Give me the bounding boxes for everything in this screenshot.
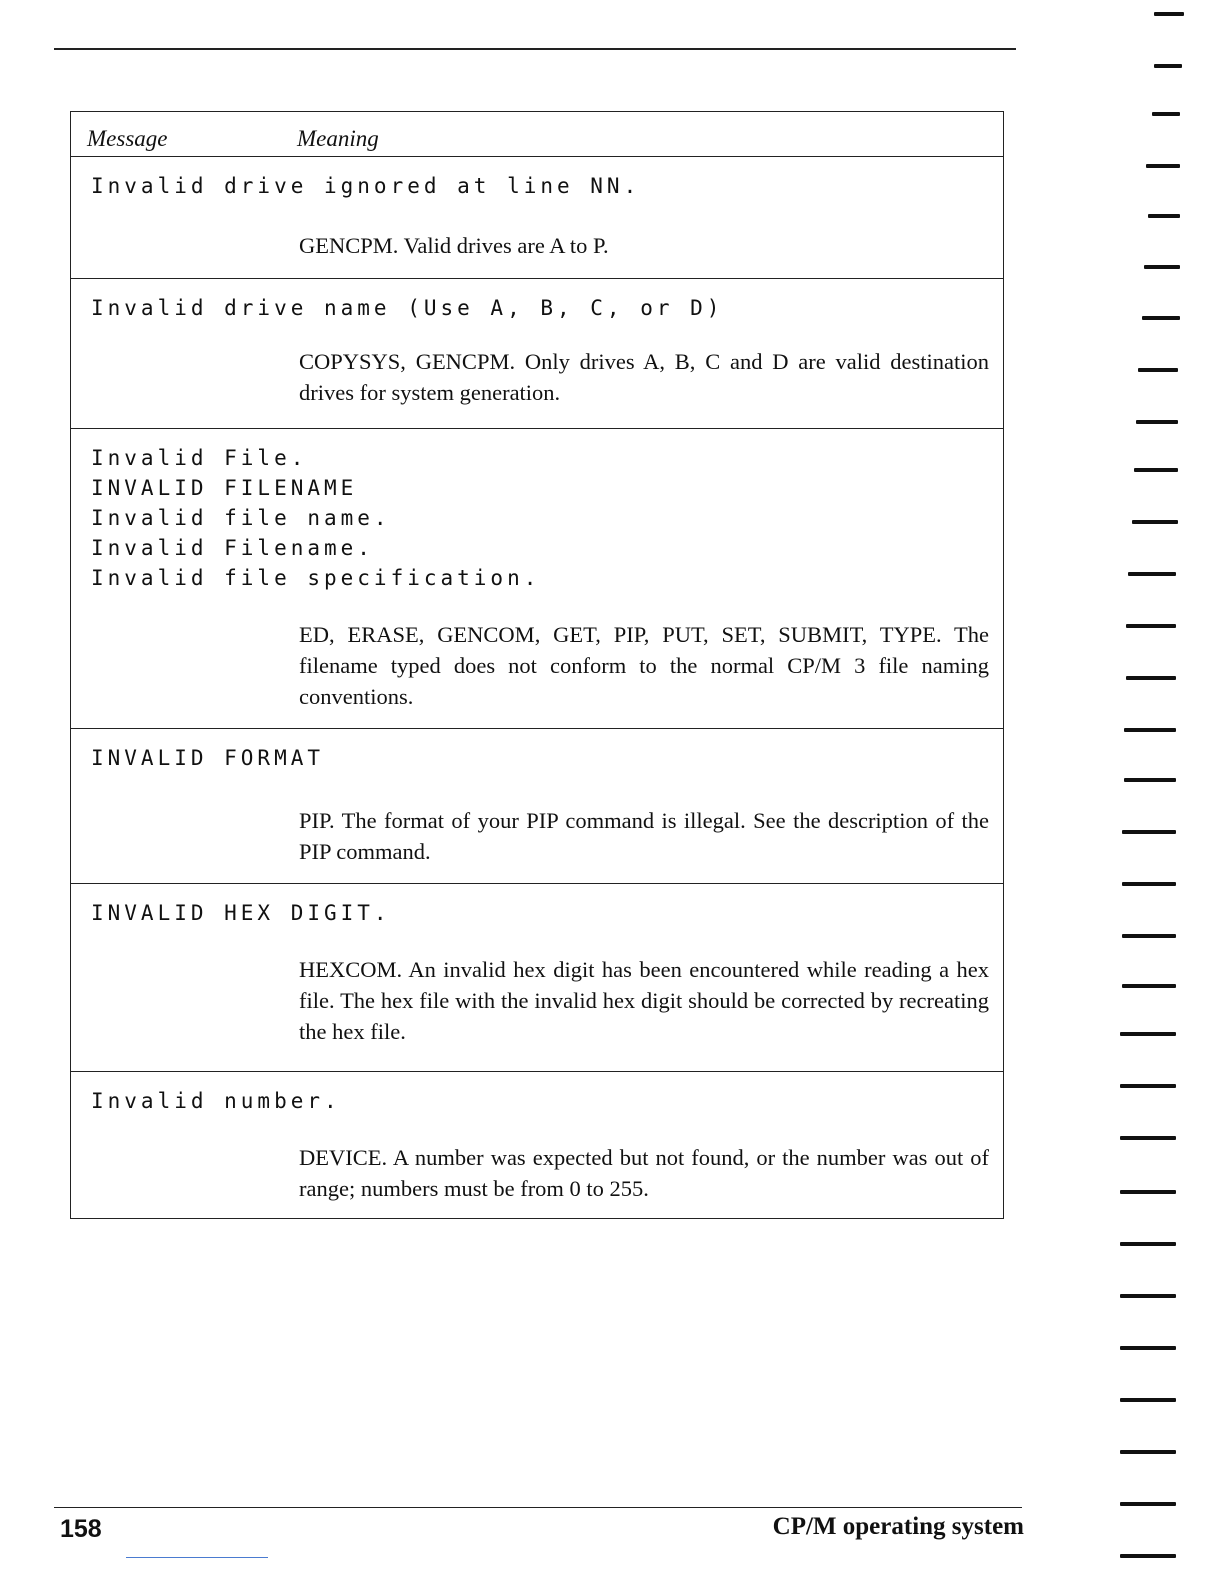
table-row xyxy=(71,157,1003,279)
scan-artifact-line xyxy=(126,1557,268,1558)
message-text: Invalid file name. xyxy=(91,506,391,530)
error-message-table xyxy=(70,111,1004,1219)
meaning-text: HEXCOM. An invalid hex digit has been encountered while reading a hex file. The hex file with the invalid hex digit should be corrected by recreating the hex file. xyxy=(299,957,989,1044)
message-text: Invalid Filename. xyxy=(91,536,374,560)
table-header xyxy=(71,112,1003,157)
message-text: Invalid drive name (Use A, B, C, or D) xyxy=(91,296,724,320)
meaning-text: ED, ERASE, GENCOM, GET, PIP, PUT, SET, SUBMIT, TYPE. The filename typed does not conform to the normal CP/M 3 file naming conventions. xyxy=(299,622,989,709)
footer-rule xyxy=(54,1507,1022,1508)
message-text: INVALID FORMAT xyxy=(91,746,325,770)
meaning-text: GENCPM. Valid drives are A to P. xyxy=(299,233,609,258)
thumb-index-edge-marks xyxy=(1124,0,1224,1584)
meaning-text: PIP. The format of your PIP command is illegal. See the description of the PIP command. xyxy=(299,808,989,864)
table-row xyxy=(71,429,1003,729)
column-header-message: Message xyxy=(87,126,168,151)
message-text: Invalid File. xyxy=(91,446,308,470)
message-text: INVALID FILENAME xyxy=(91,476,358,500)
table-row xyxy=(71,729,1003,884)
table-row xyxy=(71,884,1003,1072)
message-text: Invalid number. xyxy=(91,1089,341,1113)
message-text: Invalid drive ignored at line NN. xyxy=(91,174,641,198)
message-text: INVALID HEX DIGIT. xyxy=(91,901,391,925)
meaning-text: DEVICE. A number was expected but not found, or the number was out of range; numbers must be from 0 to 255. xyxy=(299,1145,989,1201)
message-text: Invalid file specification. xyxy=(91,566,541,590)
column-header-meaning: Meaning xyxy=(297,126,379,151)
book-title: CP/M operating system xyxy=(772,1513,1024,1540)
table-row xyxy=(71,1072,1003,1218)
table-row xyxy=(71,279,1003,429)
meaning-text: COPYSYS, GENCPM. Only drives A, B, C and D are valid destination drives for system generation. xyxy=(299,349,989,405)
page-number: 158 xyxy=(60,1515,102,1543)
header-rule xyxy=(54,48,1016,50)
